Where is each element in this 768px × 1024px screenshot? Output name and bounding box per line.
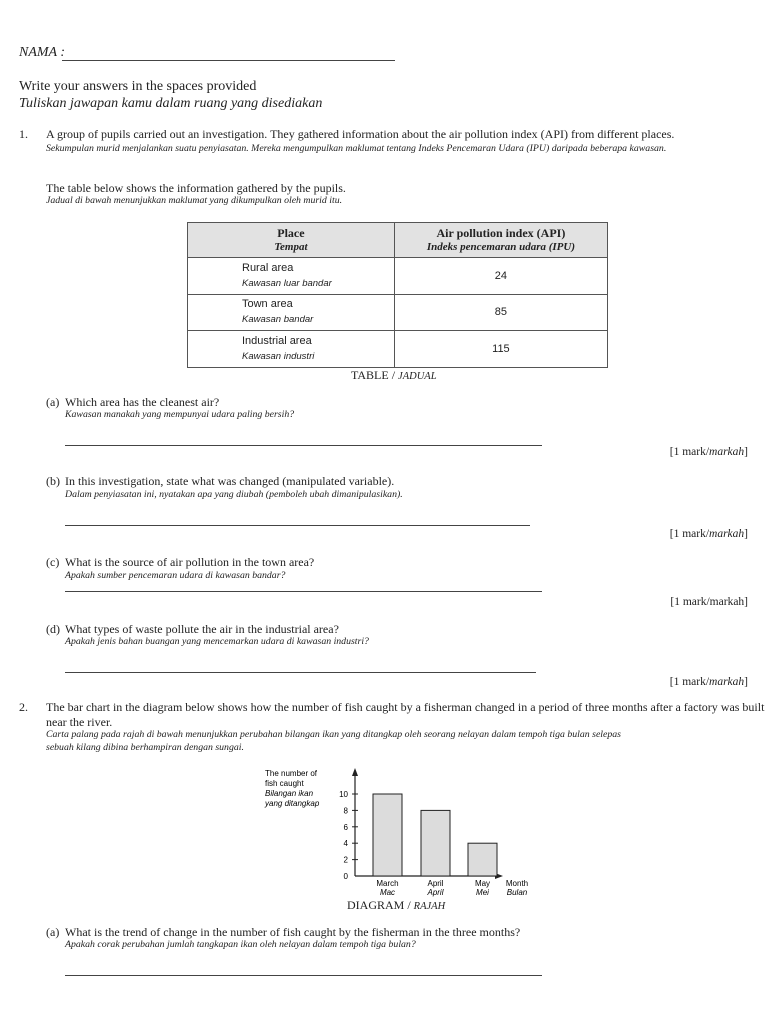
place-ms: Kawasan industri [242, 351, 315, 363]
place-en: Rural area [242, 261, 294, 274]
diagram-caption [347, 898, 445, 913]
q2-intro-en-2: near the river. [46, 715, 113, 729]
q2a-question-ms: Apakah corak perubahan jumlah tangkapan ikan oleh nelayan dalam tempoh tiga bulan? [65, 939, 416, 950]
place-en: Town area [242, 298, 293, 311]
header-place-ms: Tempat [274, 241, 308, 253]
q1b-question-en: In this investigation, state what was changed (manipulated variable). [65, 474, 395, 488]
table-header-place [188, 223, 395, 258]
q1-number: 1. [19, 127, 28, 141]
q1c-question-ms: Apakah sumber pencemaran udara di kawasan bandar? [65, 570, 286, 581]
bar [468, 843, 497, 876]
y-tick-label: 8 [343, 806, 348, 816]
q2a-answer-line[interactable] [65, 975, 542, 976]
y-tick-label: 6 [343, 822, 348, 832]
y-axis-label-ms: yang ditangkap [265, 799, 320, 808]
name-label: NAMA : [19, 45, 66, 60]
y-tick-label: 0 [343, 872, 348, 881]
q1-table-intro-ms: Jadual di bawah menunjukkan maklumat yang dikumpulkan oleh murid itu. [46, 195, 343, 206]
x-axis-label: Month [505, 879, 529, 888]
q2-intro-ms-1: Carta palang pada rajah di bawah menunjukkan perubahan bilangan ikan yang ditangkap oleh seorang nelayan dalam tempoh tiga bulan selepas [46, 729, 621, 740]
x-tick-label: May [474, 879, 491, 888]
table-cell-api: 24 [394, 258, 607, 295]
x-tick-label-ms: Mac [379, 888, 396, 897]
q2a-label: (a) [46, 925, 60, 939]
table-row [188, 331, 608, 368]
table-caption-ms: JADUAL [398, 371, 437, 382]
x-tick-label-ms: April [427, 888, 444, 897]
q1b-question-ms: Dalam penyiasatan ini, nyatakan apa yang diubah (pemboleh ubah dimanipulasikan). [65, 489, 403, 500]
place-ms: Kawasan luar bandar [242, 277, 332, 289]
q1d-mark: [1 mark/markah] [669, 676, 748, 688]
table-cell-api: 85 [394, 294, 607, 331]
q1a-question-en: Which area has the cleanest air? [65, 395, 220, 409]
q1c-question-en: What is the source of air pollution in the town area? [65, 555, 315, 569]
q1a-answer-line[interactable] [65, 445, 542, 446]
header-api-ms: Indeks pencemaran udara (IPU) [426, 241, 576, 253]
fish-bar-chart [255, 762, 545, 906]
q1d-answer-line[interactable] [65, 672, 536, 673]
table-cell-api: 115 [394, 331, 607, 368]
table-caption-en: TABLE / [351, 368, 396, 382]
q1d-question-en: What types of waste pollute the air in the industrial area? [65, 622, 339, 636]
x-tick-label: March [376, 879, 399, 888]
table-header-api [394, 223, 607, 258]
place-ms: Kawasan bandar [242, 314, 314, 326]
bar [373, 794, 402, 876]
q1b-answer-line[interactable] [65, 525, 530, 526]
y-tick-label: 10 [339, 790, 348, 799]
q2a-question-en: What is the trend of change in the number of fish caught by the fisherman in the three months? [65, 925, 521, 939]
y-axis-label: fish caught [265, 779, 304, 788]
q1a-question-ms: Kawasan manakah yang mempunyai udara paling bersih? [65, 409, 295, 420]
q2-intro-ms-2: sebuah kilang dibina berhampiran dengan sungai. [46, 742, 244, 753]
diagram-caption-en: DIAGRAM / [347, 898, 411, 912]
q1c-label: (c) [46, 555, 60, 569]
table-cell-place [188, 331, 395, 368]
q1-intro-ms: Sekumpulan murid menjalankan suatu penyiasatan. Mereka mengumpulkan maklumat tentang Indeks Pencemaran Udara (IPU) daripada beberapa kawasan. [46, 143, 667, 154]
header-api-en: Air pollution index (API) [436, 226, 566, 240]
bar [421, 810, 450, 876]
x-tick-label: April [427, 879, 444, 888]
table-row [188, 258, 608, 295]
table-cell-place [188, 258, 395, 295]
instructions-en: Write your answers in the spaces provided [19, 79, 257, 94]
q1-table-intro-en: The table below shows the information gathered by the pupils. [46, 181, 346, 195]
x-tick-label-ms: Mei [476, 888, 489, 897]
header-place-en: Place [277, 226, 305, 240]
name-answer-line[interactable] [62, 60, 395, 61]
y-tick-label: 4 [343, 839, 348, 849]
q1b-label: (b) [46, 474, 60, 488]
y-axis-label: The number of [265, 769, 318, 778]
q2-intro-en-1: The bar chart in the diagram below shows how the number of fish caught by a fisherman changed in a period of three months after a factory was built [46, 700, 765, 714]
q1c-answer-line[interactable] [65, 591, 542, 592]
table-caption [351, 368, 437, 383]
q1c-mark: [1 mark/markah] [670, 596, 748, 608]
instructions-ms: Tuliskan jawapan kamu dalam ruang yang disediakan [19, 96, 323, 111]
place-en: Industrial area [242, 335, 312, 348]
q1-intro-en: A group of pupils carried out an investigation. They gathered information about the air pollution index (API) from different places. [46, 127, 675, 141]
q1a-mark: [1 mark/markah] [669, 446, 748, 458]
y-axis-label-ms: Bilangan ikan [265, 789, 314, 798]
api-table [187, 222, 608, 368]
diagram-caption-ms: RAJAH [413, 901, 446, 912]
q1a-label: (a) [46, 395, 60, 409]
q1d-question-ms: Apakah jenis bahan buangan yang mencemarkan udara di kawasan industri? [65, 636, 369, 647]
x-axis-label-ms: Bulan [506, 888, 528, 897]
table-row [188, 294, 608, 331]
table-cell-place [188, 294, 395, 331]
q1b-mark: [1 mark/markah] [669, 528, 748, 540]
y-tick-label: 2 [343, 855, 348, 865]
q1d-label: (d) [46, 622, 60, 636]
y-axis-arrow [352, 768, 358, 776]
q2-number: 2. [19, 700, 28, 714]
